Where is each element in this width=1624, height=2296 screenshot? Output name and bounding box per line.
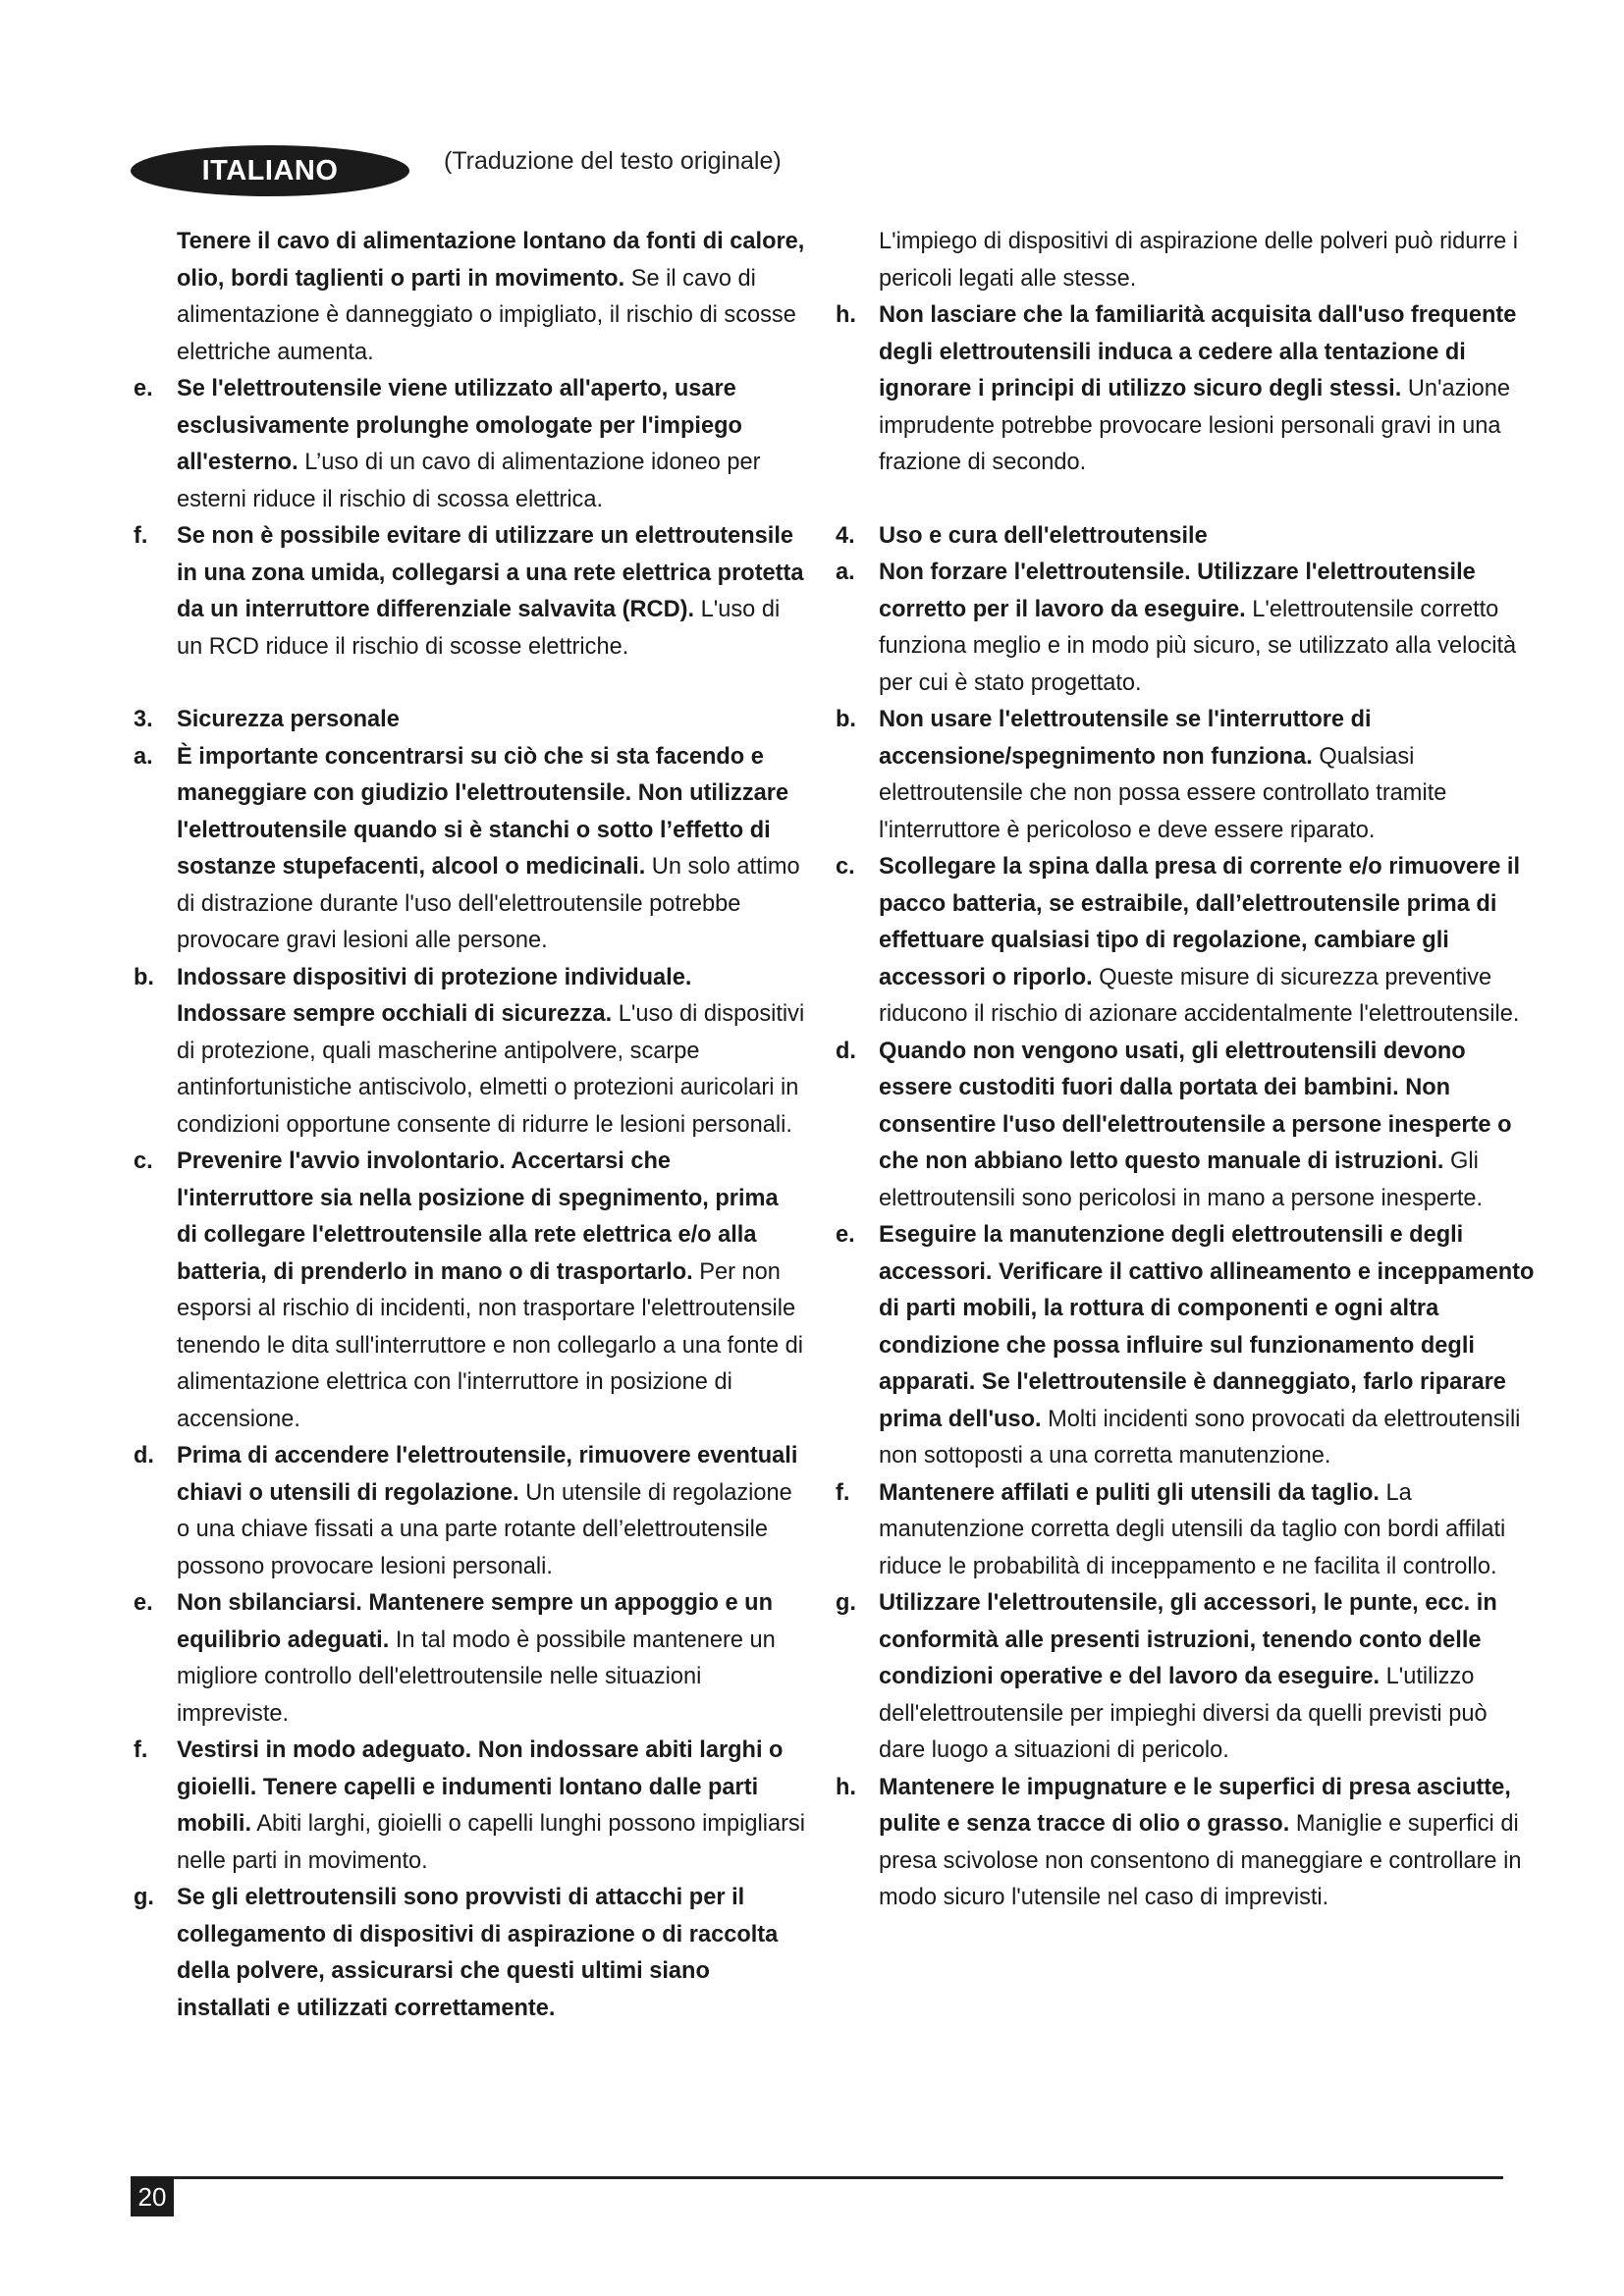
left-column <box>128 224 805 2027</box>
instruction-text: La manutenzione corretta degli utensili da taglio con bordi affilati riduce le probabilità di inceppamento e ne facilita il controllo. <box>879 1479 1506 1579</box>
item-letter: a. <box>134 743 153 770</box>
instruction-bold: Non forzare l'elettroutensile. Utilizzare l'elettroutensile corretto per il lavoro da eseguire. <box>879 560 1476 622</box>
item-letter: c. <box>836 854 855 880</box>
instruction-bold: Non lasciare che la familiarità acquisita dall'uso frequente degli elettroutensili induca a cedere alla tentazione di ignorare i principi di utilizzo sicuro degli stessi. <box>879 302 1517 401</box>
item-letter: e. <box>836 1222 855 1248</box>
item-h-familiarity <box>830 297 1537 482</box>
item-g-use-accordance <box>830 1585 1537 1770</box>
item-e-maintenance <box>830 1217 1537 1475</box>
paragraph-cord <box>128 224 805 371</box>
item-letter: h. <box>836 302 856 328</box>
instruction-bold: Mantenere le impugnature e le superfici di presa asciutte, pulite e senza tracce di olio o grasso. <box>879 1774 1511 1837</box>
instruction-text: L'utilizzo dell'elettroutensile per impieghi diversi da quelli previsti può dare luogo a situazioni di pericolo. <box>879 1664 1488 1763</box>
item-c-disconnect <box>830 849 1537 1034</box>
section-heading-4 <box>830 518 1537 556</box>
item-letter: d. <box>134 1443 154 1468</box>
instruction-bold: Prima di accendere l'elettroutensile, rimuovere eventuali chiavi o utensili di regolazione. <box>177 1443 798 1506</box>
item-b-switch <box>830 702 1537 849</box>
section-title: Sicurezza personale <box>177 707 400 732</box>
item-h-handles <box>830 1770 1537 1917</box>
instruction-text: Abiti larghi, gioielli o capelli lunghi possono impigliarsi nelle parti in movimento. <box>177 1811 805 1874</box>
instruction-bold: Utilizzare l'elettroutensile, gli accessori, le punte, ecc. in conformità alle presenti istruzioni, tenendo conto delle condizioni operative e del lavoro da eseguire. <box>879 1590 1497 1689</box>
instruction-text: Molti incidenti sono provocati da elettroutensili non sottoposti a una corretta manutenzione. <box>879 1406 1521 1468</box>
instruction-text: Se il cavo di alimentazione è danneggiato o impigliato, il rischio di scosse elettriche aumenta. <box>177 265 796 365</box>
instruction-text: L'uso di un RCD riduce il rischio di scosse elettriche. <box>177 597 781 660</box>
item-letter: f. <box>134 523 148 549</box>
item-letter: f. <box>134 1737 148 1763</box>
instruction-bold: Se gli elettroutensili sono provvisti di attacchi per il collegamento di dispositivi di aspirazione o di raccolta della polvere, assicurarsi che questi ultimi siano installati e utilizzati correttamente. <box>177 1885 779 2021</box>
instruction-bold: Non usare l'elettroutensile se l'interruttore di accensione/spegnimento non funziona. <box>879 707 1372 770</box>
instruction-bold: Indossare dispositivi di protezione individuale. Indossare sempre occhiali di sicurezza. <box>177 964 692 1027</box>
instruction-text: L'elettroutensile corretto funziona meglio e in modo più sicuro, se utilizzato alla velocità per cui è stato progettato. <box>879 596 1517 696</box>
item-g-dust-extraction <box>128 1880 805 2027</box>
instruction-text: L'uso di dispositivi di protezione, quali mascherine antipolvere, scarpe antinfortunistiche antiscivolo, elmetti o protezioni auricolari in condizioni opportune consente di ridurre le lesioni personali. <box>177 1001 805 1138</box>
instruction-text: L'impiego di dispositivi di aspirazione delle polveri può ridurre i pericoli legati alle stesse. <box>879 229 1519 292</box>
instruction-bold: Prevenire l'avvio involontario. Accertarsi che l'interruttore sia nella posizione di spegnimento, prima di collegare l'elettroutensile alla rete elettrica e/o alla batteria, di prenderlo in mano o di trasportarlo. <box>177 1148 779 1285</box>
right-column <box>830 224 1537 1917</box>
item-f-rcd <box>128 518 805 666</box>
item-b-protection <box>128 960 805 1145</box>
instruction-bold: Eseguire la manutenzione degli elettroutensili e degli accessori. Verificare il cattivo allineamento e inceppamento di parti mobili, la rottura di componenti e ogni altra condizione che possa influire sul funzionamento degli apparati. Se l'elettroutensile è danneggiato, farlo riparare prima dell'uso. <box>879 1222 1535 1432</box>
instruction-bold: Scollegare la spina dalla presa di corrente e/o rimuovere il pacco batteria, se estraibile, dall’elettroutensile prima di effettuare qualsiasi tipo di regolazione, cambiare gli accessori o riporlo. <box>879 854 1521 990</box>
instruction-bold: Mantenere affilati e puliti gli utensili da taglio. <box>879 1479 1380 1506</box>
item-letter: g. <box>836 1590 856 1616</box>
item-a-attention <box>128 739 805 960</box>
instruction-bold: È importante concentrarsi su ciò che si sta facendo e maneggiare con giudizio l'elettroutensile. Non utilizzare l'elettroutensile quando si è stanchi o sotto l’effetto di sostanze stupefacenti, alcool o medicinali. <box>177 743 789 880</box>
item-letter: h. <box>836 1774 856 1800</box>
instruction-bold: Se l'elettroutensile viene utilizzato all'aperto, usare esclusivamente prolunghe omologate per l'impiego all'esterno. <box>177 376 742 475</box>
instruction-text: Qualsiasi elettroutensile che non possa essere controllato tramite l'interruttore è pericoloso e deve essere riparato. <box>879 743 1447 843</box>
item-letter: e. <box>134 376 153 401</box>
item-letter: b. <box>836 707 856 732</box>
translation-note: (Traduzione del testo originale) <box>444 147 782 175</box>
item-letter: b. <box>134 964 154 990</box>
section-heading-3 <box>128 702 805 739</box>
item-c-unintended-start <box>128 1144 805 1438</box>
instruction-bold: Quando non vengono usati, gli elettroutensili devono essere custoditi fuori dalla portata dei bambini. Non consentire l'uso dell'elettroutensile a persone inesperte o che non abbiano letto questo manuale di istruzioni. <box>879 1038 1512 1174</box>
item-d-adjusting-keys <box>128 1438 805 1585</box>
item-f-dress <box>128 1733 805 1880</box>
instruction-text: Per non esporsi al rischio di incidenti, non trasportare l'elettroutensile tenendo le dita sull'interruttore e non collegarlo a una fonte di alimentazione elettrica con l'interruttore in posizione di accensione. <box>177 1258 804 1432</box>
item-e-balance <box>128 1585 805 1733</box>
instruction-text: Un utensile di regolazione o una chiave fissati a una parte rotante dell’elettroutensile possono provocare lesioni personali. <box>177 1479 792 1579</box>
item-e-outdoor <box>128 371 805 518</box>
item-letter: c. <box>134 1148 153 1174</box>
instruction-bold: Se non è possibile evitare di utilizzare un elettroutensile in una zona umida, collegarsi a una rete elettrica protetta da un interruttore differenziale salvavita (RCD). <box>177 523 804 622</box>
section-title: Uso e cura dell'elettroutensile <box>879 522 1208 549</box>
instruction-text: In tal modo è possibile mantenere un migliore controllo dell'elettroutensile nelle situazioni impreviste. <box>177 1627 776 1727</box>
instruction-text: Maniglie e superfici di presa scivolose non consentono di maneggiare e controllare in modo sicuro l'utensile nel caso di imprevisti. <box>879 1811 1522 1910</box>
paragraph-dust-continued <box>830 224 1537 297</box>
instruction-text: L’uso di un cavo di alimentazione idoneo per esterni riduce il rischio di scossa elettrica. <box>177 450 761 512</box>
item-letter: d. <box>836 1038 856 1064</box>
item-a-force <box>830 555 1537 702</box>
item-letter: f. <box>836 1479 850 1506</box>
page-number: 20 <box>131 2177 174 2216</box>
item-letter: g. <box>134 1885 154 1910</box>
section-number: 3. <box>134 707 153 732</box>
item-letter: a. <box>836 560 855 585</box>
instruction-bold: Vestirsi in modo adeguato. Non indossare abiti larghi o gioielli. Tenere capelli e indumenti lontano dalle parti mobili. <box>177 1737 784 1837</box>
item-f-cutting-tools <box>830 1475 1537 1586</box>
instruction-bold: Non sbilanciarsi. Mantenere sempre un appoggio e un equilibrio adeguati. <box>177 1590 773 1653</box>
instruction-text: Queste misure di sicurezza preventive riducono il rischio di azionare accidentalmente l'elettroutensile. <box>879 964 1520 1027</box>
item-letter: e. <box>134 1590 153 1616</box>
instruction-bold: Tenere il cavo di alimentazione lontano da fonti di calore, olio, bordi taglienti o parti in movimento. <box>177 229 805 292</box>
language-badge: ITALIANO <box>131 145 409 196</box>
instruction-text: Gli elettroutensili sono pericolosi in mano a persone inesperte. <box>879 1148 1484 1211</box>
instruction-text: Un'azione imprudente potrebbe provocare lesioni personali gravi in una frazione di secondo. <box>879 376 1511 475</box>
section-number: 4. <box>836 522 855 549</box>
footer-divider <box>131 2176 1503 2179</box>
instruction-text: Un solo attimo di distrazione durante l'uso dell'elettroutensile potrebbe provocare gravi lesioni alle persone. <box>177 854 800 953</box>
item-d-storage <box>830 1034 1537 1218</box>
